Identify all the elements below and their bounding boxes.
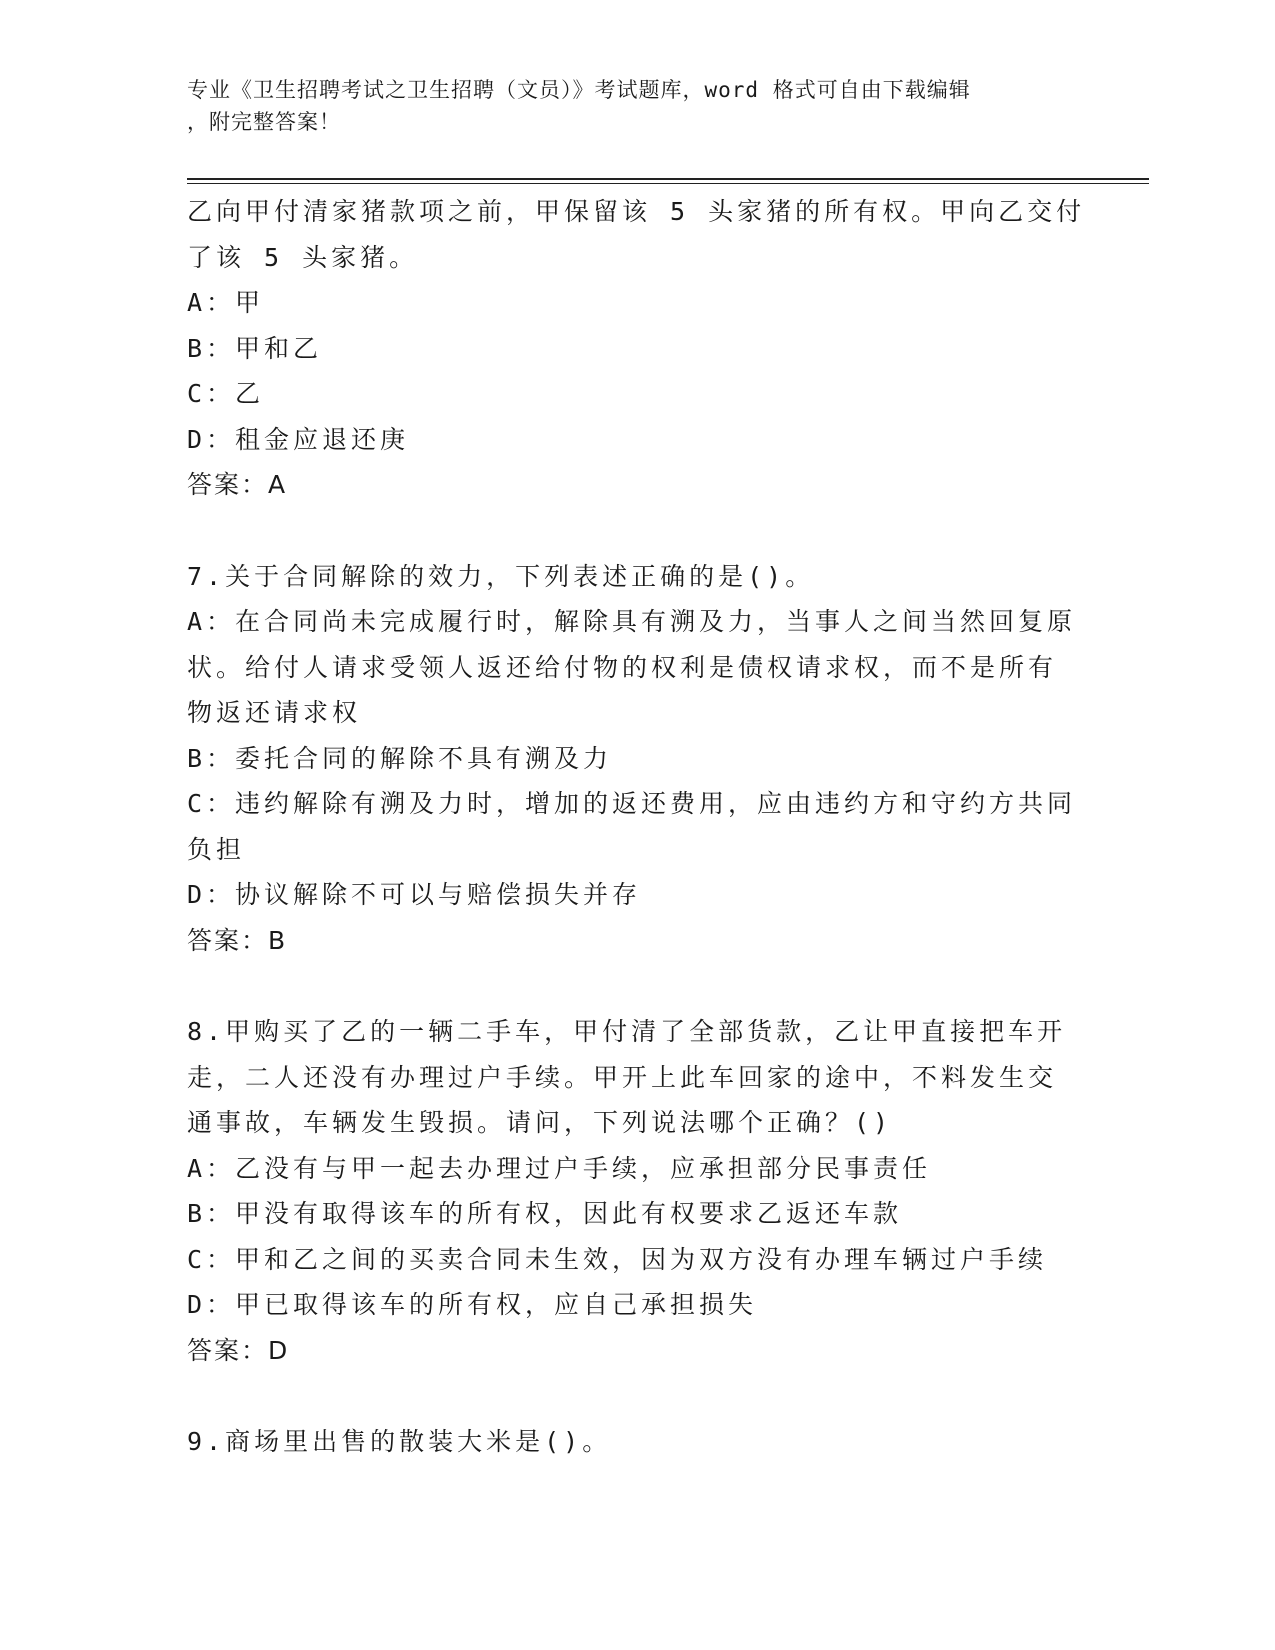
question-6-stem-line: 乙向甲付清家猪款项之前，甲保留该 5 头家猪的所有权。甲向乙交付 <box>187 197 1086 226</box>
question-list <box>187 189 1087 1465</box>
question-8-option-c: C：甲和乙之间的买卖合同未生效，因为双方没有办理车辆过户手续 <box>187 1244 1048 1274</box>
question-6-option-a: A：甲 <box>187 288 265 317</box>
spacer <box>187 1373 1087 1419</box>
question-6-option-c: C：乙 <box>187 379 265 408</box>
question-8-stem-line: 8.甲购买了乙的一辆二手车，甲付清了全部货款，乙让甲直接把车开 <box>187 1017 1067 1046</box>
header-rule-thick <box>187 178 1149 180</box>
header-line-2: ，附完整答案！ <box>187 110 341 134</box>
question-7 <box>187 554 1087 964</box>
question-7-option-b: B：委托合同的解除不具有溯及力 <box>187 743 613 773</box>
question-7-option-d: D：协议解除不可以与赔偿损失并存 <box>187 880 642 909</box>
question-8-option-b: B：甲没有取得该车的所有权，因此有权要求乙返还车款 <box>187 1199 903 1228</box>
question-8-option-a: A：乙没有与甲一起去办理过户手续，应承担部分民事责任 <box>187 1153 932 1183</box>
question-7-option-c-line: 负担 <box>187 834 246 864</box>
question-6-answer: 答案：A <box>187 470 288 499</box>
question-9-stem: 9.商场里出售的散装大米是()。 <box>187 1427 612 1456</box>
spacer <box>187 508 1087 554</box>
question-8-answer: 答案：D <box>187 1335 290 1365</box>
question-7-answer: 答案：B <box>187 925 288 955</box>
question-7-stem: 7.关于合同解除的效力，下列表述正确的是()。 <box>187 561 815 591</box>
question-6-stem-line: 了该 5 头家猪。 <box>187 242 419 272</box>
question-6-option-b: B：甲和乙 <box>187 333 323 363</box>
question-9 <box>187 1419 1087 1465</box>
question-7-option-a-line: A：在合同尚未完成履行时，解除具有溯及力，当事人之间当然回复原 <box>187 607 1077 636</box>
spacer <box>187 963 1087 1009</box>
question-6-option-d: D：租金应退还庚 <box>187 424 410 454</box>
question-8-stem-line: 通事故，车辆发生毁损。请问，下列说法哪个正确？() <box>187 1108 893 1137</box>
question-8 <box>187 1009 1087 1373</box>
question-7-option-c-line: C：违约解除有溯及力时，增加的返还费用，应由违约方和守约方共同 <box>187 789 1077 818</box>
question-7-option-a-line: 物返还请求权 <box>187 698 362 727</box>
question-8-option-d: D：甲已取得该车的所有权，应自己承担损失 <box>187 1290 758 1319</box>
question-7-option-a-line: 状。给付人请求受领人返还给付物的权利是债权请求权，而不是所有 <box>187 652 1058 682</box>
question-6 <box>187 189 1087 508</box>
document-header <box>187 74 1087 138</box>
header-line-1: 专业《卫生招聘考试之卫生招聘（文员）》考试题库，word 格式可自由下载编辑 <box>187 78 971 102</box>
question-8-stem-line: 走，二人还没有办理过户手续。甲开上此车回家的途中，不料发生交 <box>187 1062 1058 1092</box>
header-rule-thin <box>187 183 1149 184</box>
